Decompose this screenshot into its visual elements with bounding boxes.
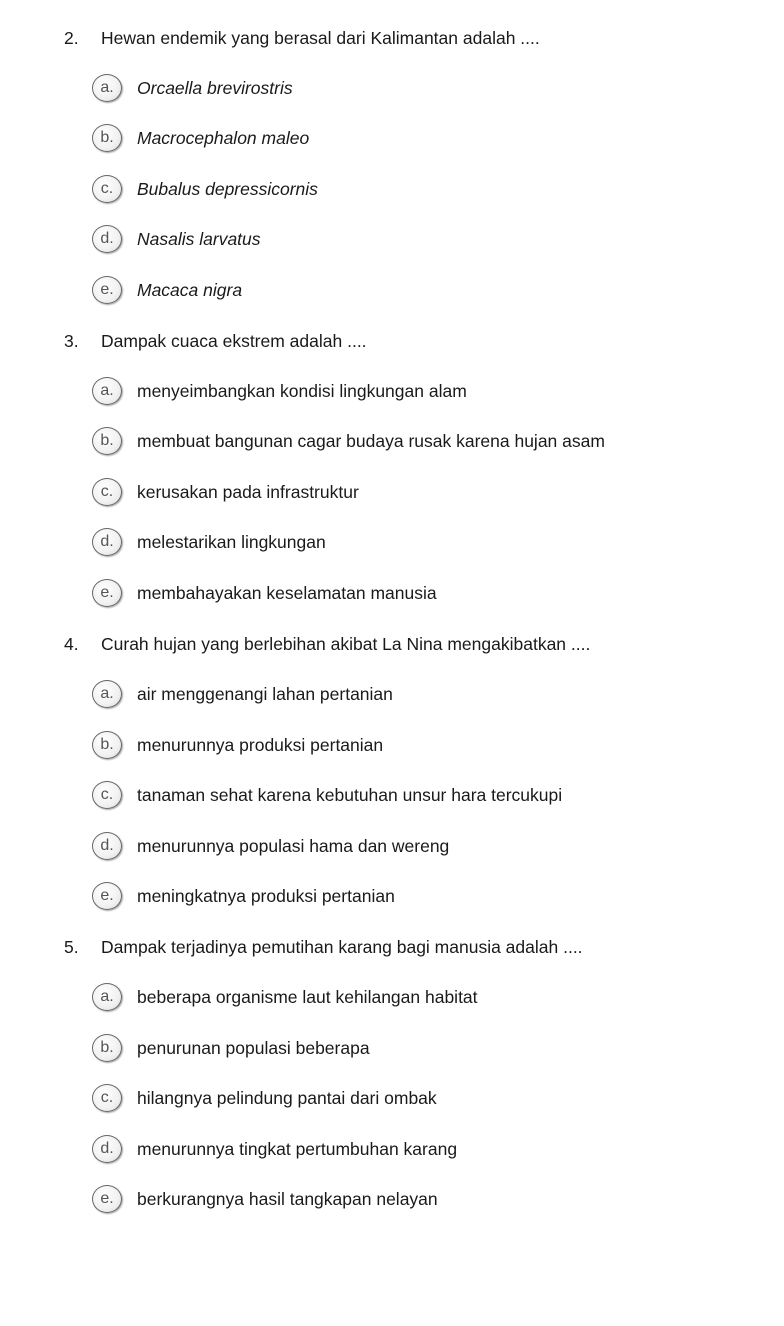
- question-number: 4.: [64, 634, 79, 654]
- question-prompt: Curah hujan yang berlebihan akibat La Nina mengakibatkan ....: [101, 634, 591, 654]
- option-text: penurunan populasi beberapa: [137, 1038, 370, 1058]
- option-text: hilangnya pelindung pantai dari ombak: [137, 1088, 437, 1108]
- option-e[interactable]: [92, 275, 243, 305]
- option-letter-badge: e.: [92, 1185, 122, 1213]
- option-b[interactable]: [92, 123, 310, 153]
- option-letter-badge: a.: [92, 74, 122, 102]
- option-text: kerusakan pada infrastruktur: [137, 482, 359, 502]
- option-letter-badge: c.: [92, 1084, 122, 1112]
- option-a[interactable]: [92, 679, 393, 709]
- option-letter-badge: a.: [92, 377, 122, 405]
- option-e[interactable]: [92, 578, 437, 608]
- question-prompt: Hewan endemik yang berasal dari Kalimantan adalah ....: [101, 28, 540, 48]
- option-text: membuat bangunan cagar budaya rusak karena hujan asam: [137, 431, 605, 451]
- option-c[interactable]: [92, 174, 318, 204]
- option-letter-badge: c.: [92, 478, 122, 506]
- option-letter-badge: d.: [92, 1135, 122, 1163]
- question-number: 2.: [64, 28, 79, 48]
- question-prompt: Dampak cuaca ekstrem adalah ....: [101, 331, 367, 351]
- question-text: [64, 26, 540, 50]
- option-a[interactable]: [92, 376, 467, 406]
- option-b[interactable]: [92, 426, 605, 456]
- option-a[interactable]: [92, 73, 293, 103]
- option-text: Nasalis larvatus: [137, 229, 261, 249]
- option-b[interactable]: [92, 1033, 370, 1063]
- option-text: meningkatnya produksi pertanian: [137, 886, 395, 906]
- option-letter-badge: e.: [92, 579, 122, 607]
- option-text: menurunnya tingkat pertumbuhan karang: [137, 1139, 458, 1159]
- option-d[interactable]: [92, 224, 261, 254]
- question-text: [64, 329, 367, 353]
- option-text: membahayakan keselamatan manusia: [137, 583, 437, 603]
- option-c[interactable]: [92, 1083, 437, 1113]
- option-letter-badge: e.: [92, 882, 122, 910]
- option-text: berkurangnya hasil tangkapan nelayan: [137, 1189, 438, 1209]
- option-d[interactable]: [92, 831, 450, 861]
- option-letter-badge: a.: [92, 680, 122, 708]
- question-text: [64, 632, 590, 656]
- option-text: Macrocephalon maleo: [137, 128, 310, 148]
- question-text: [64, 935, 583, 959]
- option-text: Bubalus depressicornis: [137, 179, 318, 199]
- option-text: menurunnya produksi pertanian: [137, 735, 384, 755]
- option-letter-badge: e.: [92, 276, 122, 304]
- option-text: Orcaella brevirostris: [137, 78, 293, 98]
- option-e[interactable]: [92, 1184, 438, 1214]
- option-d[interactable]: [92, 1134, 458, 1164]
- option-letter-badge: d.: [92, 832, 122, 860]
- option-letter-badge: b.: [92, 124, 122, 152]
- option-c[interactable]: [92, 780, 563, 810]
- option-b[interactable]: [92, 730, 384, 760]
- option-text: air menggenangi lahan pertanian: [137, 684, 393, 704]
- option-text: melestarikan lingkungan: [137, 532, 326, 552]
- option-letter-badge: b.: [92, 1034, 122, 1062]
- option-letter-badge: b.: [92, 427, 122, 455]
- option-text: menyeimbangkan kondisi lingkungan alam: [137, 381, 467, 401]
- option-d[interactable]: [92, 527, 326, 557]
- question-prompt: Dampak terjadinya pemutihan karang bagi manusia adalah ....: [101, 937, 583, 957]
- option-c[interactable]: [92, 477, 359, 507]
- option-text: Macaca nigra: [137, 280, 243, 300]
- option-letter-badge: c.: [92, 175, 122, 203]
- option-letter-badge: b.: [92, 731, 122, 759]
- option-letter-badge: c.: [92, 781, 122, 809]
- option-a[interactable]: [92, 982, 478, 1012]
- option-letter-badge: d.: [92, 528, 122, 556]
- question-number: 5.: [64, 937, 79, 957]
- option-text: menurunnya populasi hama dan wereng: [137, 836, 450, 856]
- option-letter-badge: a.: [92, 983, 122, 1011]
- option-letter-badge: d.: [92, 225, 122, 253]
- option-text: beberapa organisme laut kehilangan habitat: [137, 987, 478, 1007]
- option-e[interactable]: [92, 881, 395, 911]
- option-text: tanaman sehat karena kebutuhan unsur hara tercukupi: [137, 785, 563, 805]
- question-number: 3.: [64, 331, 79, 351]
